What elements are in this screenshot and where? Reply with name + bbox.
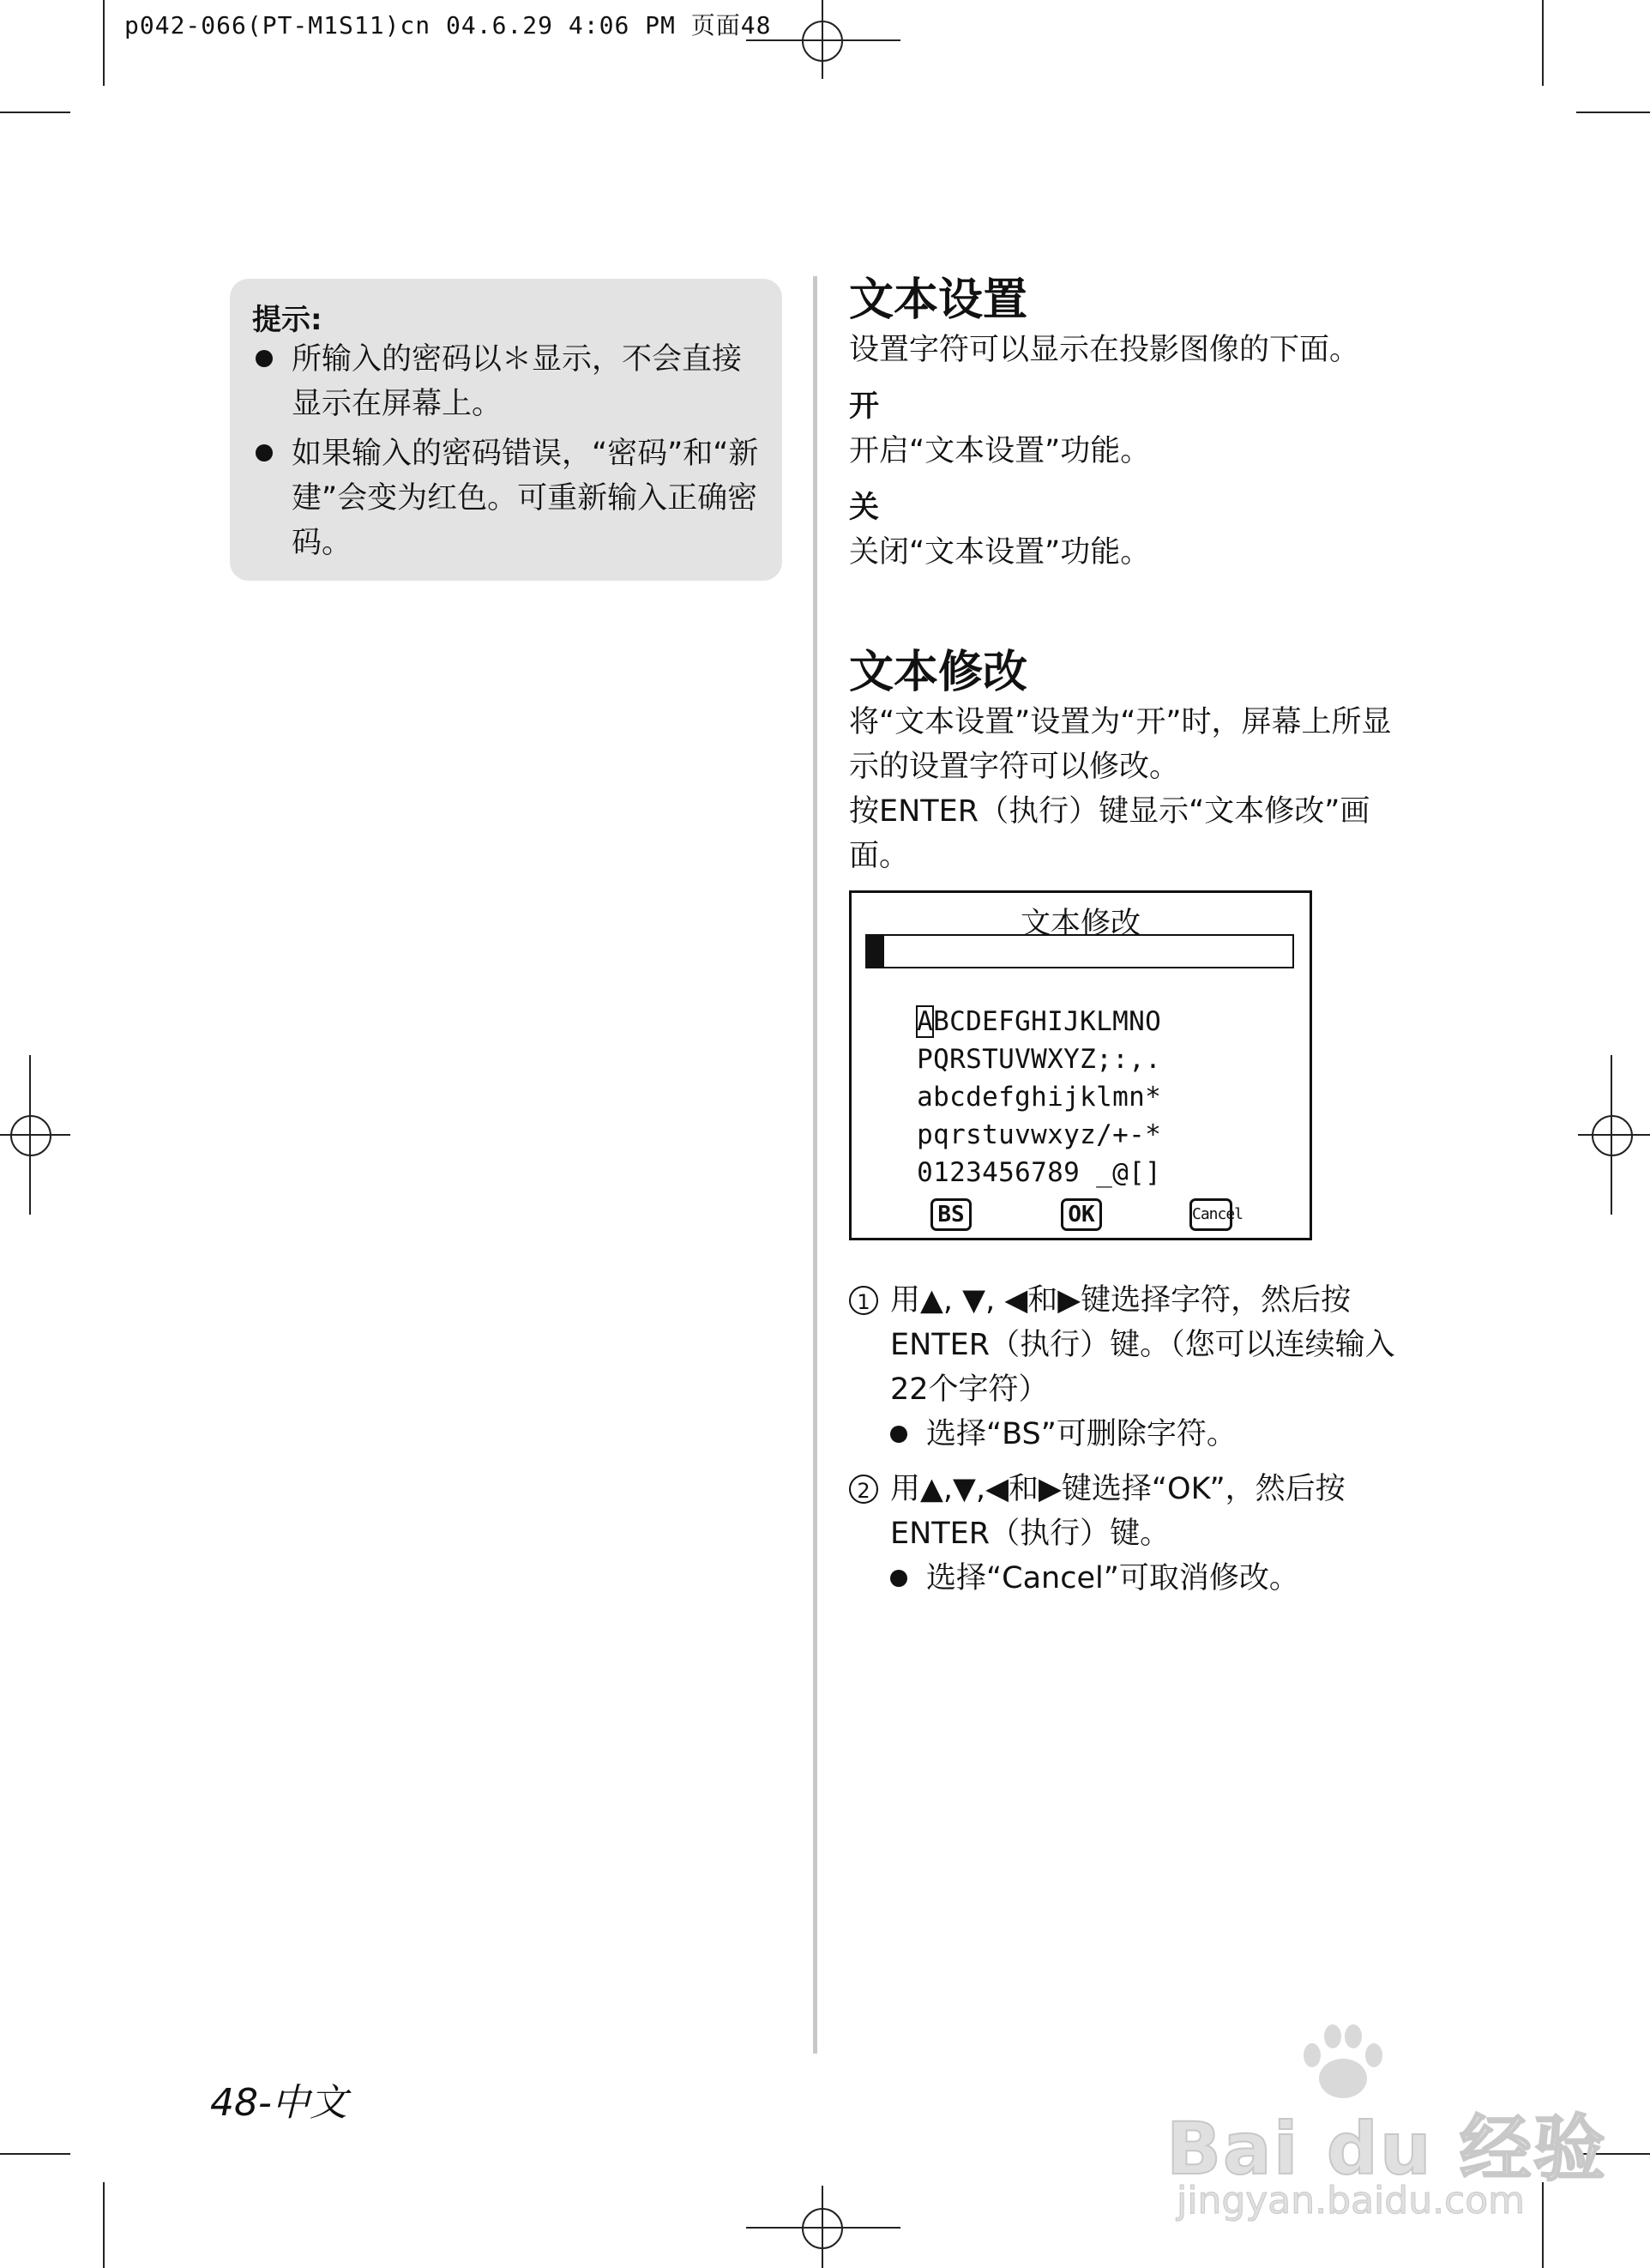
char-cell[interactable]: l [1096,1082,1112,1113]
crop-mark [0,1134,70,1136]
char-cell[interactable]: i [1047,1082,1063,1113]
text-edit-heading: 文本修改 [849,647,1028,698]
char-cell[interactable]: : [1112,1044,1129,1075]
screen-keys [852,1198,1310,1229]
char-cell[interactable]: 5 [998,1157,1015,1188]
char-cell[interactable]: r [949,1119,966,1150]
on-description: 开启“文本设置”功能。 [849,434,1151,468]
char-cell[interactable]: O [1145,1006,1161,1037]
crop-mark [0,2153,70,2155]
char-cell[interactable]: 6 [1015,1157,1031,1188]
char-cell[interactable]: w [1031,1119,1047,1150]
char-cell[interactable]: _ [1096,1157,1112,1188]
char-cell[interactable]: p [917,1119,933,1150]
char-cell[interactable]: b [933,1082,949,1113]
char-cell[interactable]: c [949,1082,966,1113]
char-cell[interactable]: d [966,1082,982,1113]
step-item [849,1467,1406,1601]
char-cell[interactable]: 8 [1047,1157,1063,1188]
char-cell[interactable]: 0 [917,1157,933,1188]
character-grid [917,1003,1277,1191]
char-cell[interactable]: X [1047,1044,1063,1075]
char-cell[interactable]: 3 [966,1157,982,1188]
char-row [917,1078,1277,1116]
crop-mark [1611,1055,1612,1215]
char-cell[interactable]: G [1015,1006,1031,1037]
char-cell[interactable]: s [966,1119,982,1150]
char-cell[interactable]: S [966,1044,982,1075]
char-cell[interactable]: 9 [1063,1157,1080,1188]
char-cell[interactable]: W [1031,1044,1047,1075]
bullet-icon [256,350,273,367]
char-cell[interactable]: x [1047,1119,1063,1150]
tips-list [256,337,762,570]
char-cell[interactable]: v [1015,1119,1031,1150]
char-cell[interactable]: . [1145,1044,1161,1075]
text-edit-section [849,645,1406,878]
char-row [917,1154,1277,1191]
crop-mark [103,2182,105,2268]
watermark-url: jingyan.baidu.com [1177,2179,1526,2223]
char-cell[interactable]: 1 [933,1157,949,1188]
step-note-text: 选择“BS”可删除字符。 [926,1417,1237,1451]
char-cell[interactable]: R [949,1044,966,1075]
registration-mark-right [1592,1115,1633,1156]
char-cell[interactable]: V [1015,1044,1031,1075]
watermark-logo: Bai du 经验 [1166,2107,1607,2191]
print-file-info: p042-066(PT-M1S11)cn 04.6.29 4:06 PM 页面48 [124,11,772,39]
tips-item [256,337,762,426]
off-description: 关闭“文本设置”功能。 [849,535,1151,570]
char-cell[interactable]: z [1080,1119,1096,1150]
cancel-key[interactable]: Cancel [1189,1198,1232,1231]
char-cell[interactable]: J [1063,1006,1080,1037]
step-number: 2 [849,1475,878,1504]
char-row [917,1116,1277,1154]
char-cell[interactable]: m [1112,1082,1129,1113]
char-cell[interactable]: T [982,1044,998,1075]
char-cell[interactable]: a [917,1082,933,1113]
char-cell[interactable]: q [933,1119,949,1150]
char-row [917,1003,1277,1041]
char-cell[interactable]: P [917,1044,933,1075]
step-number: 1 [849,1286,878,1315]
step-text: 用▲, ▼, ◀和▶键选择字符，然后按ENTER（执行）键。（您可以连续输入22个字符） [890,1283,1395,1407]
char-cell[interactable]: / [1096,1119,1112,1150]
char-cell[interactable]: 7 [1031,1157,1047,1188]
char-cell[interactable]: u [998,1119,1015,1150]
crop-mark [103,0,105,86]
step-note-text: 选择“Cancel”可取消修改。 [926,1561,1299,1595]
char-cell[interactable]: B [933,1006,949,1037]
crop-mark [746,2227,900,2229]
step-item [849,1278,1406,1457]
char-cell[interactable]: H [1031,1006,1047,1037]
tips-item-text: 所输入的密码以＊显示，不会直接显示在屏幕上。 [292,342,743,421]
crop-mark [29,1055,31,1215]
char-cell[interactable]: N [1129,1006,1145,1037]
bs-key[interactable]: BS [930,1198,972,1231]
char-cell[interactable]: * [1145,1082,1161,1113]
char-cell[interactable]: e [982,1082,998,1113]
column-divider [813,276,817,2054]
crop-mark [0,112,70,113]
screen-title: 文本修改 [1020,907,1141,941]
char-cell[interactable]: C [949,1006,966,1037]
tips-item [256,431,762,565]
step-note [890,1556,1406,1601]
char-cell[interactable]: F [998,1006,1015,1037]
text-edit-para2: 按ENTER（执行）键显示“文本修改”画面。 [849,794,1370,873]
tips-title: 提示: [252,303,322,337]
watermark [1166,2024,1607,2223]
text-edit-para1: 将“文本设置”设置为“开”时，屏幕上所显示的设置字符可以修改。 [849,705,1392,784]
registration-mark-left [10,1115,51,1156]
off-label: 关 [849,491,880,525]
char-cell[interactable]: h [1031,1082,1047,1113]
char-cell[interactable]: E [982,1006,998,1037]
char-cell[interactable]: n [1129,1082,1145,1113]
char-cell[interactable]: 4 [982,1157,998,1188]
char-cell[interactable]: D [966,1006,982,1037]
char-cell[interactable]: j [1063,1082,1080,1113]
text-input-field[interactable] [865,934,1294,968]
bullet-icon [890,1570,907,1587]
steps-list [849,1278,1406,1611]
text-setting-heading: 文本设置 [849,274,1028,326]
char-cell[interactable]: y [1063,1119,1080,1150]
char-cell[interactable]: , [1129,1044,1145,1075]
char-cell[interactable]: f [998,1082,1015,1113]
bullet-icon [256,444,273,461]
text-edit-screen [849,890,1312,1240]
char-cell[interactable]: [ [1129,1157,1145,1188]
tips-item-text: 如果输入的密码错误，“密码”和“新建”会变为红色。可重新输入正确密码。 [292,437,759,560]
char-cell[interactable]: ; [1096,1044,1112,1075]
tips-box [230,279,782,581]
char-cell[interactable]: t [982,1119,998,1150]
char-cell[interactable]: Q [933,1044,949,1075]
step-text: 用▲,▼,◀和▶键选择“OK”，然后按ENTER（执行）键。 [890,1472,1346,1551]
char-cell[interactable]: k [1080,1082,1096,1113]
char-cell[interactable]: L [1096,1006,1112,1037]
char-cell[interactable]: + [1112,1119,1129,1150]
char-cell[interactable]: ] [1145,1157,1161,1188]
char-cell[interactable]: @ [1112,1157,1129,1188]
char-cell[interactable]: Y [1063,1044,1080,1075]
char-cell[interactable]: g [1015,1082,1031,1113]
char-cell[interactable]: U [998,1044,1015,1075]
crop-mark [1576,112,1650,113]
char-cell[interactable]: 2 [949,1157,966,1188]
char-cell[interactable]: M [1112,1006,1129,1037]
crop-mark [1578,1134,1650,1136]
page-number: 48-中文 [210,2081,347,2125]
char-row [917,1041,1277,1078]
crop-mark [1542,0,1544,86]
text-setting-description: 设置字符可以显示在投影图像的下面。 [849,333,1360,367]
ok-key[interactable]: OK [1061,1198,1102,1231]
step-note [890,1412,1406,1457]
text-setting-section [849,273,1406,575]
char-cell[interactable]: * [1145,1119,1161,1150]
char-cell[interactable]: Z [1080,1044,1096,1075]
char-cell[interactable]: I [1047,1006,1063,1037]
char-cell[interactable]: A [917,1006,933,1037]
char-cell[interactable]: K [1080,1006,1096,1037]
input-cursor [867,936,884,967]
paw-icon [1293,2024,1388,2102]
char-cell[interactable]: - [1129,1119,1145,1150]
on-label: 开 [849,389,880,424]
bullet-icon [890,1426,907,1443]
